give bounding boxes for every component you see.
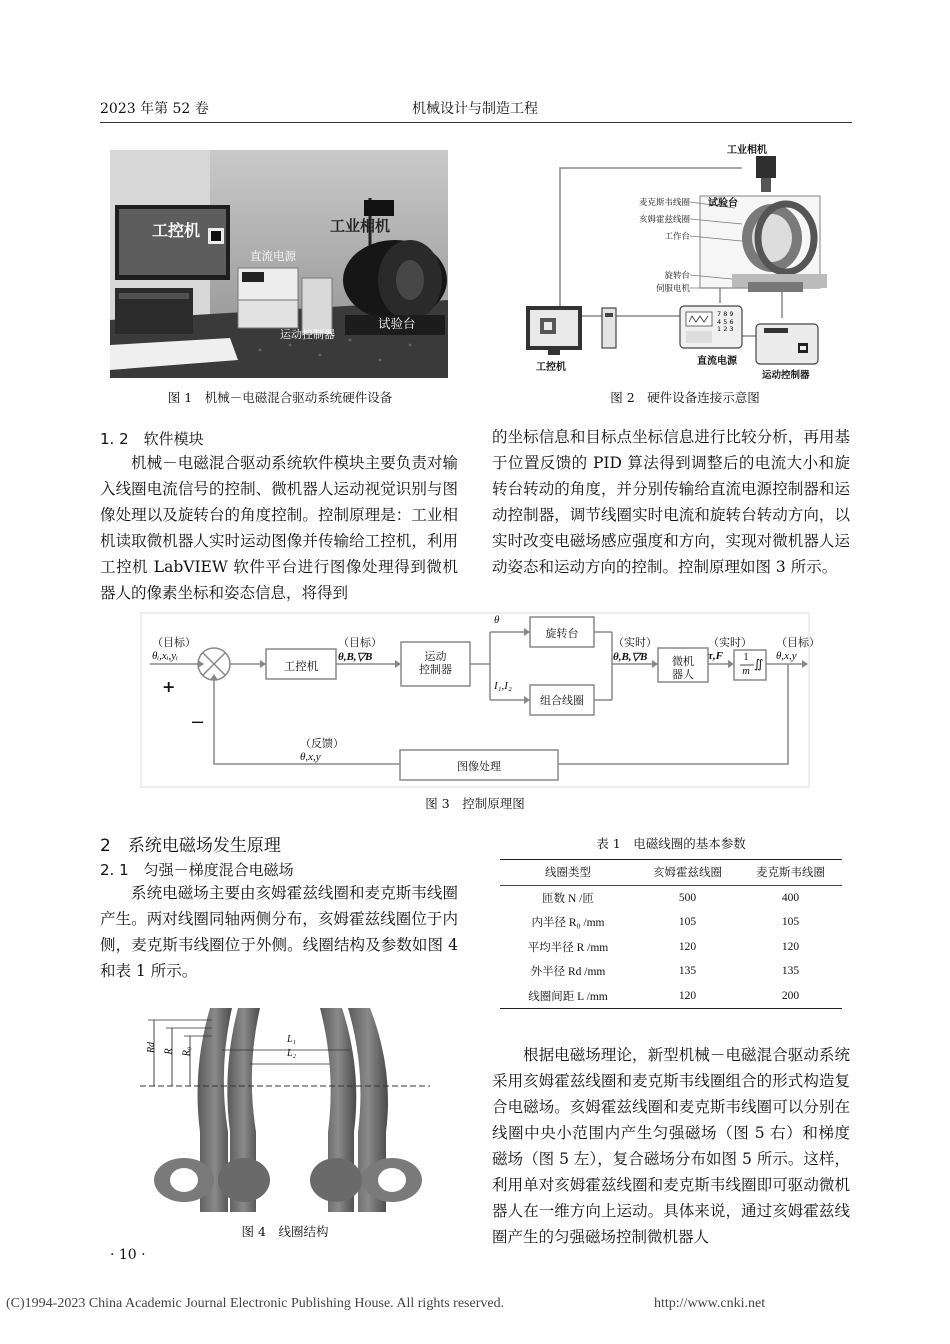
fig3-motion-label: 运动 控制器 bbox=[419, 650, 452, 676]
table-1 bbox=[500, 859, 842, 1009]
figure-2-caption: 图 2 硬件设备连接示意图 bbox=[610, 390, 760, 405]
fig2-label-helmholtz: 亥姆霍兹线圈 bbox=[638, 215, 690, 225]
fig3-ipc-label: 工控机 bbox=[283, 659, 319, 673]
table-cell: 外半径 Rd /mm bbox=[530, 966, 606, 979]
section-2-title: 2 系统电磁场发生原理 bbox=[100, 836, 281, 856]
fig1-label-ipc: 工控机 bbox=[152, 221, 201, 240]
fig3-feedback: （反馈） θ,x,y bbox=[300, 738, 344, 763]
fig4-label-l2: L₂ bbox=[287, 1048, 297, 1059]
fig2-label-camera: 工业相机 bbox=[727, 145, 767, 156]
fig2-label-maxwell: 麦克斯韦线圈 bbox=[638, 198, 690, 208]
section-2-1-title: 2. 1 匀强－梯度混合电磁场 bbox=[100, 861, 294, 879]
fig3-currents: I₁,I₂ bbox=[494, 680, 512, 692]
fig2-label-dc: 直流电源 bbox=[697, 356, 737, 367]
fig2-label-servo: 伺服电机 bbox=[655, 284, 690, 294]
fig4-label-rd: Rd bbox=[146, 1041, 158, 1054]
table-row bbox=[500, 935, 842, 960]
table-cell: 135 bbox=[678, 965, 697, 978]
table-cell: 内半径 R₀ /mm bbox=[531, 917, 605, 930]
header-journal-title: 机械设计与制造工程 bbox=[412, 101, 538, 117]
fig3-rotary-label: 旋转台 bbox=[545, 627, 579, 640]
table-row bbox=[500, 959, 842, 984]
fig2-label-worktable: 工作台 bbox=[664, 232, 690, 242]
table-header-cell: 线圈类型 bbox=[500, 860, 636, 886]
table-cell: 匝数 N /匝 bbox=[542, 892, 594, 905]
fig1-label-camera: 工业相机 bbox=[330, 217, 391, 235]
footer-copyright: (C)1994-2023 China Academic Journal Electronic Publishing House. All rights reserved. bbox=[6, 1296, 505, 1311]
fig3-integrator-num: 1 bbox=[743, 652, 749, 663]
fig1-label-dc: 直流电源 bbox=[250, 249, 296, 263]
table-cell: 120 bbox=[678, 940, 697, 953]
fig3-image-proc-label: 图像处理 bbox=[457, 760, 501, 773]
table-cell: 400 bbox=[781, 891, 800, 904]
figure-3-caption: 图 3 控制原理图 bbox=[425, 796, 525, 811]
figure-4-caption: 图 4 线圈结构 bbox=[241, 1224, 329, 1239]
para-composite-field: 根据电磁场理论，新型机械－电磁混合驱动系统采用亥姆霍兹线圈和麦克斯韦线圈组合的形式构造复合电磁场。亥姆霍兹线圈和麦克斯韦线圈可以分别在线圈中央小范围内产生匀强磁场（图 5 右）和梯度磁场（图 5 左），复合磁场分布如图 5 所示。这样，利用单对亥姆霍兹线圈和麦克斯韦线圈即可驱动微机器人在一维方向上运动。具体来说，通过亥姆霍兹线圈产生的匀强磁场控制微机器人 bbox=[492, 1046, 850, 1246]
figure-2-diagram bbox=[520, 138, 850, 380]
fig3-integrator-op: ∬ bbox=[754, 657, 764, 671]
fig3-theta: θ bbox=[494, 614, 500, 626]
fig3-target-mid: （目标） θ,B,▽B bbox=[338, 637, 382, 663]
table-cell: 105 bbox=[678, 916, 697, 929]
table-1-title: 表 1 电磁线圈的基本参数 bbox=[596, 836, 746, 851]
page-number: · 10 · bbox=[110, 1247, 146, 1263]
table-cell: 120 bbox=[781, 940, 800, 953]
footer-url[interactable]: http://www.cnki.net bbox=[654, 1296, 766, 1311]
fig3-coils-label: 组合线圈 bbox=[540, 694, 584, 707]
fig1-label-motion: 运动控制器 bbox=[280, 328, 335, 341]
fig3-integrator-den: m bbox=[742, 666, 750, 677]
fig2-label-stage: 试验台 bbox=[708, 198, 738, 209]
figure-4-diagram bbox=[140, 1000, 430, 1212]
table-row bbox=[500, 885, 842, 910]
header-rule bbox=[100, 122, 852, 123]
table-cell: 105 bbox=[781, 916, 800, 929]
section-2-1-para: 系统电磁场主要由亥姆霍兹线圈和麦克斯韦线圈产生。两对线圈同轴两侧分布，亥姆霍兹线圈位于内侧，麦克斯韦线圈位于外侧。线圈结构及参数如图 4 和表 1 所示。 bbox=[100, 884, 458, 980]
fig4-label-l1: L₁ bbox=[287, 1034, 297, 1045]
fig2-label-ipc: 工控机 bbox=[536, 362, 566, 373]
section-1-2-title: 1. 2 软件模块 bbox=[100, 430, 204, 448]
fig3-target-in: （目标） θᵢ,xᵢ,yᵢ bbox=[152, 637, 196, 662]
fig3-target-out: （目标） θ,x,y bbox=[776, 637, 820, 662]
table-header-cell: 亥姆霍兹线圈 bbox=[636, 860, 739, 886]
table-row bbox=[500, 984, 842, 1009]
fig2-label-motion: 运动控制器 bbox=[762, 370, 810, 381]
fig4-label-r: R bbox=[163, 1048, 175, 1055]
table-cell: 平均半径 R /mm bbox=[527, 941, 609, 954]
figure-1-caption: 图 1 机械－电磁混合驱动系统硬件设备 bbox=[167, 390, 393, 405]
fig2-keypad: 7 8 9 4 5 6 1 2 3 bbox=[717, 310, 734, 333]
section-1-2-para-right: 的坐标信息和目标点坐标信息进行比较分析，再用基于位置反馈的 PID 算法得到调整后的电流大小和旋转台转动的角度，并分别传输给直流电源控制器和运动控制器，调节线圈实时电流和旋转台转动方向，以实时改变电磁场感应强度和方向，实现对微机器人运动姿态和运动方向的控制。控制原理如图 3 所示。 bbox=[492, 428, 850, 576]
table-cell: 500 bbox=[678, 891, 697, 904]
section-1-2-para-left: 机械－电磁混合驱动系统软件模块主要负责对输入线圈电流信号的控制、微机器人运动视觉识别与图像处理以及旋转台的角度控制。控制原理是：工业相机读取微机器人实时运动图像并传输给工控机，利用工控机 LabVIEW 软件平台进行图像处理得到微机器人的像素坐标和姿态信息，将得到 bbox=[100, 454, 458, 602]
table-row bbox=[500, 910, 842, 935]
table-cell: 120 bbox=[636, 984, 739, 1009]
table-cell: 135 bbox=[781, 965, 800, 978]
table-header-row bbox=[500, 860, 842, 886]
figure-1-photo bbox=[110, 150, 448, 378]
header-journal-year: 2023 年第 52 卷 bbox=[100, 101, 209, 117]
fig3-minus-sign: − bbox=[190, 712, 206, 733]
fig3-realtime-1: （实时） θ,B,▽B bbox=[613, 637, 657, 663]
fig3-realtime-2: （实时） τ,F bbox=[708, 637, 752, 662]
fig2-label-rotary: 旋转台 bbox=[664, 271, 690, 281]
table-cell: 200 bbox=[739, 984, 842, 1009]
fig3-robot-label: 微机 器人 bbox=[672, 655, 694, 681]
table-cell: 线圈间距 L /mm bbox=[500, 984, 636, 1009]
fig1-label-stage: 试验台 bbox=[378, 316, 416, 331]
fig4-label-r0: R₀ bbox=[181, 1046, 193, 1057]
table-header-cell: 麦克斯韦线圈 bbox=[739, 860, 842, 886]
fig3-plus-sign: + bbox=[162, 677, 176, 696]
